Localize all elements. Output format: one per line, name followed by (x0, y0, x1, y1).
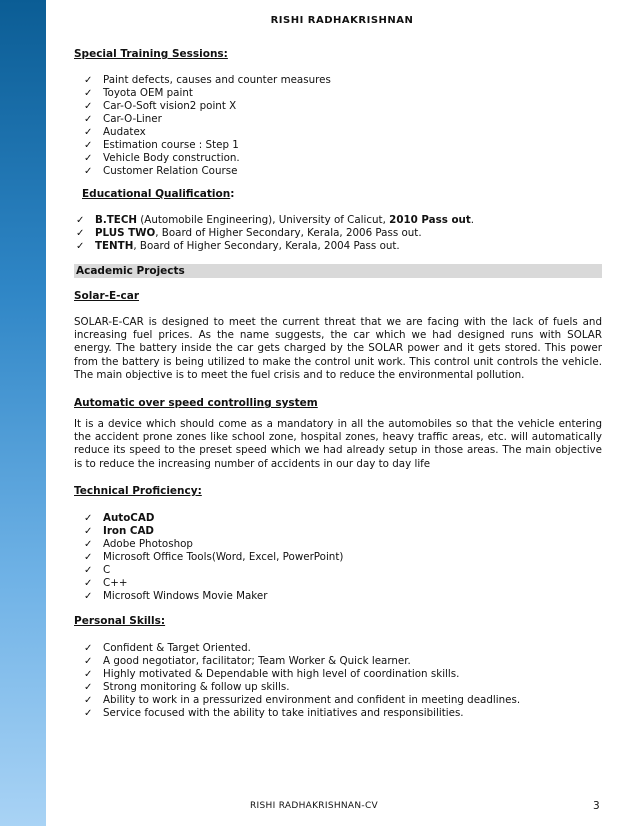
check-icon: ✓ (84, 140, 93, 151)
training-item (84, 165, 602, 178)
check-icon: ✓ (84, 642, 93, 654)
education-section (74, 188, 602, 201)
check-icon: ✓ (84, 525, 93, 537)
education-item (76, 227, 602, 240)
personal-item-text: Confident & Target Oriented. (103, 641, 251, 654)
training-item-text: Customer Relation Course (103, 165, 238, 177)
technical-list (74, 512, 602, 603)
check-icon: ✓ (84, 694, 93, 706)
check-icon: ✓ (84, 538, 93, 550)
training-item (84, 87, 602, 100)
training-item-text: Car-O-Liner (103, 113, 162, 125)
check-icon: ✓ (84, 101, 93, 112)
check-icon: ✓ (84, 75, 93, 86)
education-list (74, 214, 602, 253)
personal-item-text: Highly motivated & Dependable with high level of coordination skills. (103, 667, 460, 680)
technical-item (84, 551, 602, 564)
footer-text: RISHI RADHAKRISHNAN-CV (250, 801, 379, 811)
technical-item-text: Microsoft Office Tools(Word, Excel, PowerPoint) (103, 550, 344, 563)
technical-item-text: C (103, 563, 111, 576)
training-item-text: Toyota OEM paint (103, 87, 193, 99)
training-list (74, 74, 602, 178)
education-title-colon: : (230, 188, 235, 200)
technical-item-text: AutoCAD (103, 511, 155, 524)
education-item (76, 214, 602, 227)
education-item (76, 240, 602, 253)
check-icon: ✓ (76, 228, 85, 239)
education-detail: (Automobile Engineering), University of Calicut, (137, 214, 390, 226)
personal-item (84, 655, 602, 668)
personal-list (74, 642, 602, 720)
education-title: Educational Qualification (82, 188, 231, 200)
check-icon: ✓ (84, 590, 93, 602)
resume-content (74, 48, 602, 720)
education-end: . (470, 214, 475, 226)
page-header: RISHI RADHAKRISHNAN (270, 15, 414, 26)
technical-item-text: C++ (103, 576, 128, 589)
technical-item-text: Adobe Photoshop (103, 537, 193, 550)
check-icon: ✓ (84, 655, 93, 667)
personal-item-text: Ability to work in a pressurized environment and confident in meeting deadlines. (103, 693, 521, 706)
education-pass-year: 2010 Pass out (389, 214, 471, 226)
technical-item (84, 538, 602, 551)
speed-title: Automatic over speed controlling system (74, 397, 318, 410)
check-icon: ✓ (84, 166, 93, 177)
sidebar-gradient-bar (0, 0, 46, 826)
personal-item (84, 694, 602, 707)
training-item (84, 113, 602, 126)
training-item-text: Audatex (103, 126, 146, 138)
education-degree: B.TECH (95, 214, 137, 226)
technical-item-text: Iron CAD (103, 524, 154, 537)
technical-item (84, 577, 602, 590)
training-item (84, 74, 602, 87)
check-icon: ✓ (76, 241, 85, 252)
check-icon: ✓ (84, 153, 93, 164)
personal-title: Personal Skills: (74, 614, 166, 627)
check-icon: ✓ (84, 707, 93, 719)
check-icon: ✓ (84, 88, 93, 99)
education-degree: TENTH (95, 240, 134, 252)
education-degree: PLUS TWO (95, 227, 156, 239)
training-item (84, 126, 602, 139)
training-item-text: Estimation course : Step 1 (103, 139, 239, 151)
training-section (74, 48, 602, 178)
training-item-text: Vehicle Body construction. (103, 152, 240, 164)
technical-item (84, 525, 602, 538)
technical-title: Technical Proficiency: (74, 484, 202, 497)
training-item (84, 139, 602, 152)
training-title: Special Training Sessions: (74, 48, 228, 60)
personal-item-text: Strong monitoring & follow up skills. (103, 680, 290, 693)
technical-item (84, 564, 602, 577)
education-detail: , Board of Higher Secondary, Kerala, 2006 Pass out. (155, 227, 422, 239)
training-item (84, 100, 602, 113)
technical-item (84, 590, 602, 603)
personal-item-text: Service focused with the ability to take initiatives and responsibilities. (103, 706, 464, 719)
check-icon: ✓ (84, 127, 93, 138)
check-icon: ✓ (84, 512, 93, 524)
technical-item-text: Microsoft Windows Movie Maker (103, 589, 268, 602)
technical-item (84, 512, 602, 525)
personal-item (84, 707, 602, 720)
check-icon: ✓ (84, 114, 93, 125)
speed-description: It is a device which should come as a mandatory in all the automobiles so that the vehicle entering the accident prone zones like school zone, hospital zones, heavy traffic areas, etc. will automatically reduce its speed to the preset speed which we had already setup in those areas. The main objective is to reduce the increasing number of accidents in our day to day life (74, 418, 602, 470)
personal-item (84, 681, 602, 694)
check-icon: ✓ (84, 577, 93, 589)
academic-projects-heading: Academic Projects (74, 264, 602, 278)
check-icon: ✓ (84, 681, 93, 693)
education-detail: , Board of Higher Secondary, Kerala, 2004 Pass out. (133, 240, 400, 252)
check-icon: ✓ (76, 215, 85, 226)
solar-title: Solar-E-car (74, 290, 140, 302)
page-number: 3 (593, 800, 600, 812)
personal-item-text: A good negotiator, facilitator; Team Worker & Quick learner. (103, 654, 411, 667)
training-item (84, 152, 602, 165)
check-icon: ✓ (84, 668, 93, 680)
personal-item (84, 668, 602, 681)
solar-description: SOLAR-E-CAR is designed to meet the current threat that we are facing with the lack of fuels and increasing fuel prices. As the name suggests, the car which we had designed runs with SOLAR energy. The battery inside the car gets charged by the SOLAR power and it gets stored. This power from the battery is being utilized to make the control unit work. This control unit controls the vehicle. The main objective is to meet the fuel crisis and to reduce the environmental pollution. (74, 316, 602, 381)
training-item-text: Car-O-Soft vision2 point X (103, 100, 237, 112)
check-icon: ✓ (84, 564, 93, 576)
training-item-text: Paint defects, causes and counter measures (103, 74, 331, 86)
check-icon: ✓ (84, 551, 93, 563)
personal-item (84, 642, 602, 655)
